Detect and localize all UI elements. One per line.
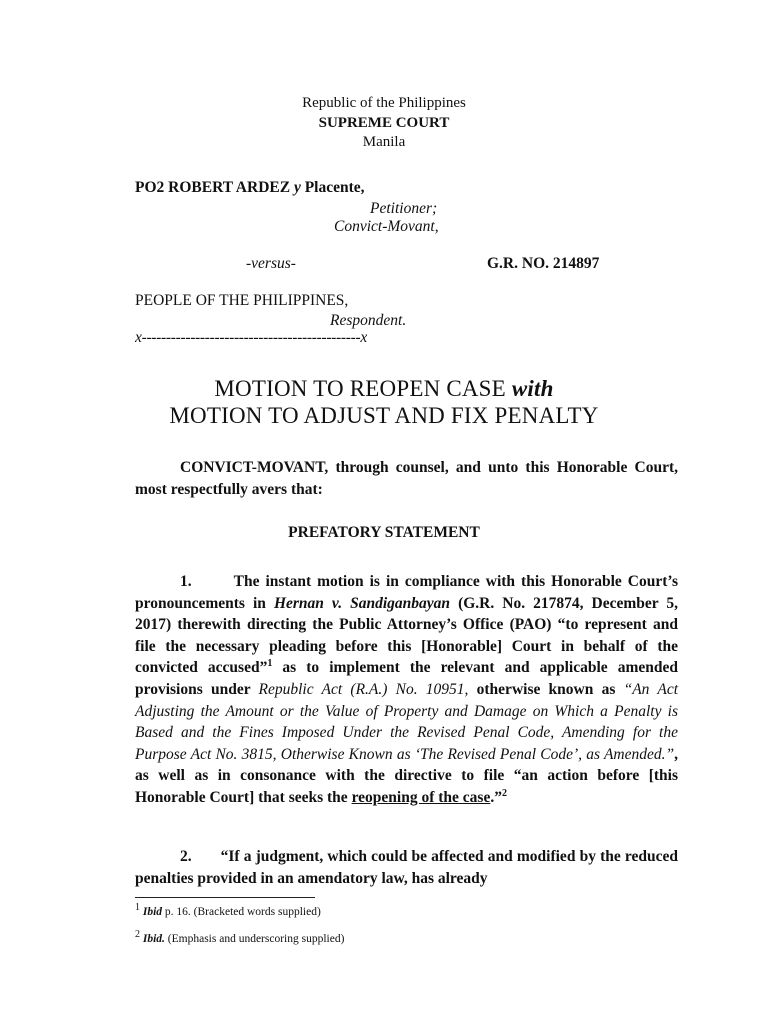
header-republic: Republic of the Philippines xyxy=(302,95,466,111)
section-heading: PREFATORY STATEMENT xyxy=(288,524,480,541)
act-title: “An Act Adjusting the Amount or the Value of Property and Damage on Which a Penalty is Based and the Fines Imposed Under the Revised Penal Code, Amending for the Purpose Act No. 3815, Otherwise Known as ‘The Revised Penal Code’, as Amended.” xyxy=(135,680,679,763)
paragraph-2: 2. “If a judgment, which could be affected and modified by the reduced penalties provided in an amendatory law, has already xyxy=(135,848,678,887)
reopening-phrase: reopening of the case xyxy=(351,788,491,806)
footnote-1: $^1$ Ibid p. 16. (Bracketed words supplied) xyxy=(135,902,321,918)
respondent-role: Respondent. xyxy=(330,312,407,329)
footnote-2: $^2$ Ibid. (Emphasis and underscoring supplied) xyxy=(135,929,345,945)
petitioner-role-1: Petitioner; xyxy=(370,200,438,217)
gr-number: G.R. NO. 214897 xyxy=(487,255,600,272)
motion-title-line2: MOTION TO ADJUST AND FIX PENALTY xyxy=(169,403,599,428)
caption-separator: x---------------------------------------------x xyxy=(135,329,367,346)
petitioner-role-2: Convict-Movant, xyxy=(334,218,439,235)
footnote-ref-1[interactable]: 1 xyxy=(267,658,273,670)
motion-title-line1: MOTION TO REOPEN CASE with xyxy=(214,376,554,401)
header-city: Manila xyxy=(362,134,406,150)
paragraph-number: 2. xyxy=(180,848,192,865)
intro-paragraph: CONVICT-MOVANT, through counsel, and unto this Honorable Court, most respectfully avers that: xyxy=(135,459,678,498)
footnote-ref-2[interactable]: 2 xyxy=(501,787,507,799)
footnote-rule xyxy=(135,897,315,898)
versus-label: -versus- xyxy=(246,255,296,272)
paragraph-number: 1. xyxy=(180,573,192,590)
respondent-name: PEOPLE OF THE PHILIPPINES, xyxy=(135,292,349,309)
ra-citation: Republic Act (R.A.) No. 10951, xyxy=(258,680,469,698)
petitioner-name: PO2 ROBERT ARDEZ y Placente, xyxy=(135,179,365,196)
paragraph-1: 1. The instant motion is in compliance with this Honorable Court’s pronouncements in Hernan v. Sandiganbayan (G.R. No. 217874, December 5, 2017) therewith directing the Public Attorney’s Office (PAO) “to represent and file the necessary pleading before this [Honorable] Court in behalf of the convicted accused”$^1$ as to implement the relevant and applicable amended provisions under Republic Act (R.A.) No. 10951, otherwise known as “An Act Adjusting the Amount or the Value of Property and Damage on Which a Penalty is Based and the Fines Imposed Under the Revised Penal Code, Amending for the Purpose Act No. 3815, Otherwise Known as ‘The Revised Penal Code’, as Amended.”, as well as in consonance with the directive to file “an action before [this Honorable Court] that seeks the reopening of the case.”$^2$ xyxy=(135,573,679,806)
header-court: SUPREME COURT xyxy=(318,115,450,131)
case-citation: Hernan v. Sandiganbayan xyxy=(273,594,451,612)
